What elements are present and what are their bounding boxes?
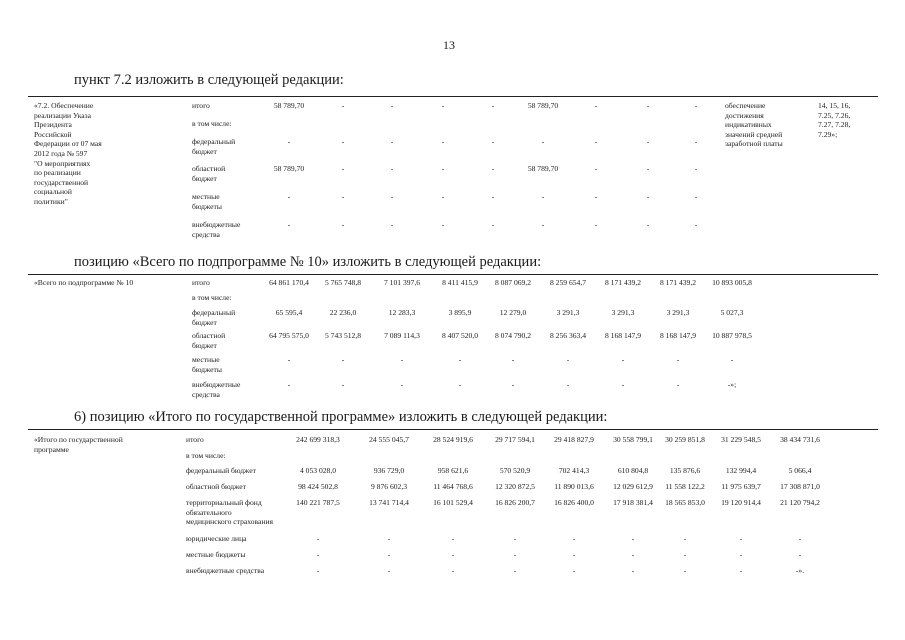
value-cell: - [287, 137, 291, 146]
value-cell: - [491, 164, 495, 173]
value-cell: - [572, 550, 576, 559]
row-label: юридические лица [186, 534, 247, 543]
value-cell: - [694, 164, 698, 173]
value-cell: - [491, 192, 495, 201]
expected-result: обеспечение достижения индикативных значений средней заработной платы [725, 101, 783, 149]
value-cell: - [390, 164, 394, 173]
value-cell: - [511, 355, 515, 364]
heading-subprogram-10: позицию «Всего по подпрограмме № 10» изложить в следующей редакции: [74, 254, 542, 270]
value-cell: - [341, 220, 345, 229]
value-cell: - [646, 101, 650, 110]
value-cell: - [451, 550, 455, 559]
value-cell: - [390, 101, 394, 110]
value-cell: - [541, 220, 545, 229]
value-cell: 21 120 794,2 [780, 498, 820, 507]
value-cell: - [341, 101, 345, 110]
value-cell: - [594, 220, 598, 229]
value-cell: 8 171 439,2 [659, 278, 697, 287]
value-cell: - [341, 355, 345, 364]
row-label: в том числе: [186, 451, 226, 460]
value-cell: - [513, 550, 517, 559]
value-cell: 5 743 512,8 [324, 331, 362, 340]
value-cell: 58 789,70 [273, 101, 305, 110]
value-cell: - [541, 192, 545, 201]
value-cell: - [694, 137, 698, 146]
value-cell: 58 789,70 [527, 164, 559, 173]
value-cell: 22 236,0 [329, 308, 357, 317]
row-title: «Итого по государственной программе [34, 435, 123, 454]
value-cell: - [491, 101, 495, 110]
value-cell: 570 520,9 [499, 466, 531, 475]
page-number: 13 [443, 38, 455, 52]
value-cell: 8 259 654,7 [549, 278, 587, 287]
value-cell: -». [795, 566, 805, 575]
value-cell: 5 066,4 [788, 466, 812, 475]
value-cell: 30 558 799,1 [613, 435, 653, 444]
value-cell: 958 621,6 [437, 466, 469, 475]
value-cell: 5 765 748,8 [324, 278, 362, 287]
value-cell: 12 279,0 [499, 308, 527, 317]
row-label: местные бюджеты [192, 355, 222, 374]
value-cell: 11 464 768,6 [433, 482, 473, 491]
row-label: федеральный бюджет [192, 308, 236, 327]
row-label: областной бюджет [186, 482, 246, 491]
value-cell: - [316, 534, 320, 543]
value-cell: - [694, 220, 698, 229]
value-cell: 140 221 787,5 [296, 498, 340, 507]
value-cell: - [287, 220, 291, 229]
value-cell: 11 890 013,6 [554, 482, 594, 491]
value-cell: 8 168 147,9 [604, 331, 642, 340]
value-cell: - [730, 355, 734, 364]
value-cell: 8 171 439,2 [604, 278, 642, 287]
row-title: «Всего по подпрограмме № 10 [34, 278, 134, 287]
value-cell: - [683, 566, 687, 575]
value-cell: 17 918 381,4 [613, 498, 653, 507]
value-cell: - [631, 534, 635, 543]
value-cell: 65 595,4 [275, 308, 303, 317]
value-cell: - [513, 566, 517, 575]
value-cell: 18 565 853,0 [665, 498, 705, 507]
value-cell: - [451, 566, 455, 575]
value-cell: 29 418 827,9 [554, 435, 594, 444]
value-cell: 132 994,4 [725, 466, 757, 475]
value-cell: - [631, 566, 635, 575]
value-cell: - [441, 137, 445, 146]
value-cell: 24 555 045,7 [369, 435, 409, 444]
value-cell: - [287, 380, 291, 389]
row-label: в том числе: [192, 293, 232, 302]
value-cell: - [387, 550, 391, 559]
value-cell: - [646, 192, 650, 201]
value-cell: - [566, 355, 570, 364]
value-cell: - [458, 380, 462, 389]
value-cell: - [683, 534, 687, 543]
value-cell: 8 256 363,4 [549, 331, 587, 340]
indicator-numbers: 14, 15, 16, 7.25, 7.26, 7.27, 7.28, 7.29»; [818, 101, 851, 139]
value-cell: - [390, 220, 394, 229]
value-cell: 12 283,3 [388, 308, 416, 317]
value-cell: 64 795 575,0 [269, 331, 309, 340]
value-cell: - [798, 550, 802, 559]
row-label: итого [192, 278, 210, 287]
value-cell: 9 876 602,3 [370, 482, 408, 491]
value-cell: 11 558 122,2 [665, 482, 705, 491]
value-cell: - [621, 380, 625, 389]
value-cell: - [316, 566, 320, 575]
value-cell: - [676, 355, 680, 364]
value-cell: - [287, 355, 291, 364]
row-label: местные бюджеты [186, 550, 246, 559]
value-cell: - [594, 192, 598, 201]
row-label: областной бюджет [192, 164, 226, 183]
value-cell: 12 320 872,5 [495, 482, 535, 491]
row-label: внебюджетные средства [192, 380, 241, 399]
value-cell: 58 789,70 [273, 164, 305, 173]
value-cell: - [341, 164, 345, 173]
value-cell: - [572, 566, 576, 575]
value-cell: - [491, 220, 495, 229]
value-cell: - [566, 380, 570, 389]
value-cell: 28 524 919,6 [433, 435, 473, 444]
value-cell: - [390, 192, 394, 201]
value-cell: - [441, 220, 445, 229]
row-label: федеральный бюджет [186, 466, 256, 475]
value-cell: 3 291,3 [611, 308, 635, 317]
value-cell: - [316, 550, 320, 559]
value-cell: - [683, 550, 687, 559]
row-label: внебюджетные средства [186, 566, 265, 575]
row-label: итого [192, 101, 210, 110]
value-cell: - [387, 534, 391, 543]
value-cell: - [541, 137, 545, 146]
value-cell: - [676, 380, 680, 389]
value-cell: 13 741 714,4 [369, 498, 409, 507]
value-cell: 702 414,3 [558, 466, 590, 475]
row-label: федеральный бюджет [192, 137, 236, 156]
value-cell: - [739, 550, 743, 559]
value-cell: 12 029 612,9 [613, 482, 653, 491]
value-cell: - [631, 550, 635, 559]
value-cell: 31 229 548,5 [721, 435, 761, 444]
row-label: итого [186, 435, 204, 444]
value-cell: - [387, 566, 391, 575]
value-cell: - [451, 534, 455, 543]
value-cell: 8 407 520,0 [441, 331, 479, 340]
value-cell: 16 826 400,0 [554, 498, 594, 507]
value-cell: - [458, 355, 462, 364]
value-cell: - [694, 101, 698, 110]
value-cell: - [646, 137, 650, 146]
value-cell: - [400, 355, 404, 364]
value-cell: - [287, 192, 291, 201]
value-cell: - [441, 101, 445, 110]
value-cell: - [441, 192, 445, 201]
row-label: в том числе: [192, 119, 232, 128]
value-cell: 8 411 415,9 [442, 278, 478, 287]
table-top-rule [28, 274, 878, 275]
value-cell: - [798, 534, 802, 543]
value-cell: 3 291,3 [666, 308, 690, 317]
value-cell: 8 074 790,2 [494, 331, 532, 340]
value-cell: 936 729,0 [373, 466, 405, 475]
value-cell: 30 259 851,8 [665, 435, 705, 444]
value-cell: 19 120 914,4 [721, 498, 761, 507]
value-cell: 17 308 871,0 [780, 482, 820, 491]
value-cell: - [621, 355, 625, 364]
value-cell: 10 887 978,5 [712, 331, 752, 340]
heading-program-total: 6) позицию «Итого по государственной программе» изложить в следующей редакции: [74, 409, 608, 425]
value-cell: - [400, 380, 404, 389]
value-cell: 16 826 200,7 [495, 498, 535, 507]
value-cell: 4 053 028,0 [299, 466, 337, 475]
value-cell: 64 861 170,4 [269, 278, 309, 287]
value-cell: 58 789,70 [527, 101, 559, 110]
value-cell: 8 168 147,9 [659, 331, 697, 340]
row-label: внебюджетные средства [192, 220, 241, 239]
value-cell: - [739, 566, 743, 575]
value-cell: - [646, 164, 650, 173]
value-cell: 7 089 114,3 [384, 331, 420, 340]
value-cell: 3 291,3 [556, 308, 580, 317]
row-label: местные бюджеты [192, 192, 222, 211]
value-cell: - [390, 137, 394, 146]
value-cell: - [441, 164, 445, 173]
value-cell: -»; [727, 380, 737, 389]
value-cell: 3 895,9 [448, 308, 472, 317]
value-cell: - [646, 220, 650, 229]
value-cell: - [341, 137, 345, 146]
value-cell: 242 699 318,3 [296, 435, 340, 444]
value-cell: - [572, 534, 576, 543]
value-cell: - [594, 164, 598, 173]
value-cell: 98 424 502,8 [298, 482, 338, 491]
value-cell: 16 101 529,4 [433, 498, 473, 507]
table-top-rule [28, 429, 878, 430]
value-cell: 610 804,8 [617, 466, 649, 475]
row-title: «7.2. Обеспечение реализации Указа Президента Российской Федерации от 07 мая 2012 года № 597 "О мероприятиях по реализации государственной социальной политики" [34, 101, 102, 206]
heading-item-7-2: пункт 7.2 изложить в следующей редакции: [74, 72, 344, 88]
value-cell: 10 893 005,8 [712, 278, 752, 287]
value-cell: 38 434 731,6 [780, 435, 820, 444]
row-label: территориальный фонд обязательного медицинского страхования [186, 498, 274, 527]
value-cell: - [594, 137, 598, 146]
value-cell: - [341, 192, 345, 201]
value-cell: - [594, 101, 598, 110]
table-top-rule [28, 96, 878, 97]
value-cell: - [694, 192, 698, 201]
row-label: областной бюджет [192, 331, 226, 350]
value-cell: - [341, 380, 345, 389]
value-cell: - [491, 137, 495, 146]
value-cell: 29 717 594,1 [495, 435, 535, 444]
value-cell: 7 101 397,6 [383, 278, 421, 287]
value-cell: - [739, 534, 743, 543]
value-cell: 5 027,3 [720, 308, 744, 317]
value-cell: - [513, 534, 517, 543]
value-cell: 135 876,6 [669, 466, 701, 475]
value-cell: 8 087 069,2 [494, 278, 532, 287]
value-cell: - [511, 380, 515, 389]
value-cell: 11 975 639,7 [721, 482, 761, 491]
